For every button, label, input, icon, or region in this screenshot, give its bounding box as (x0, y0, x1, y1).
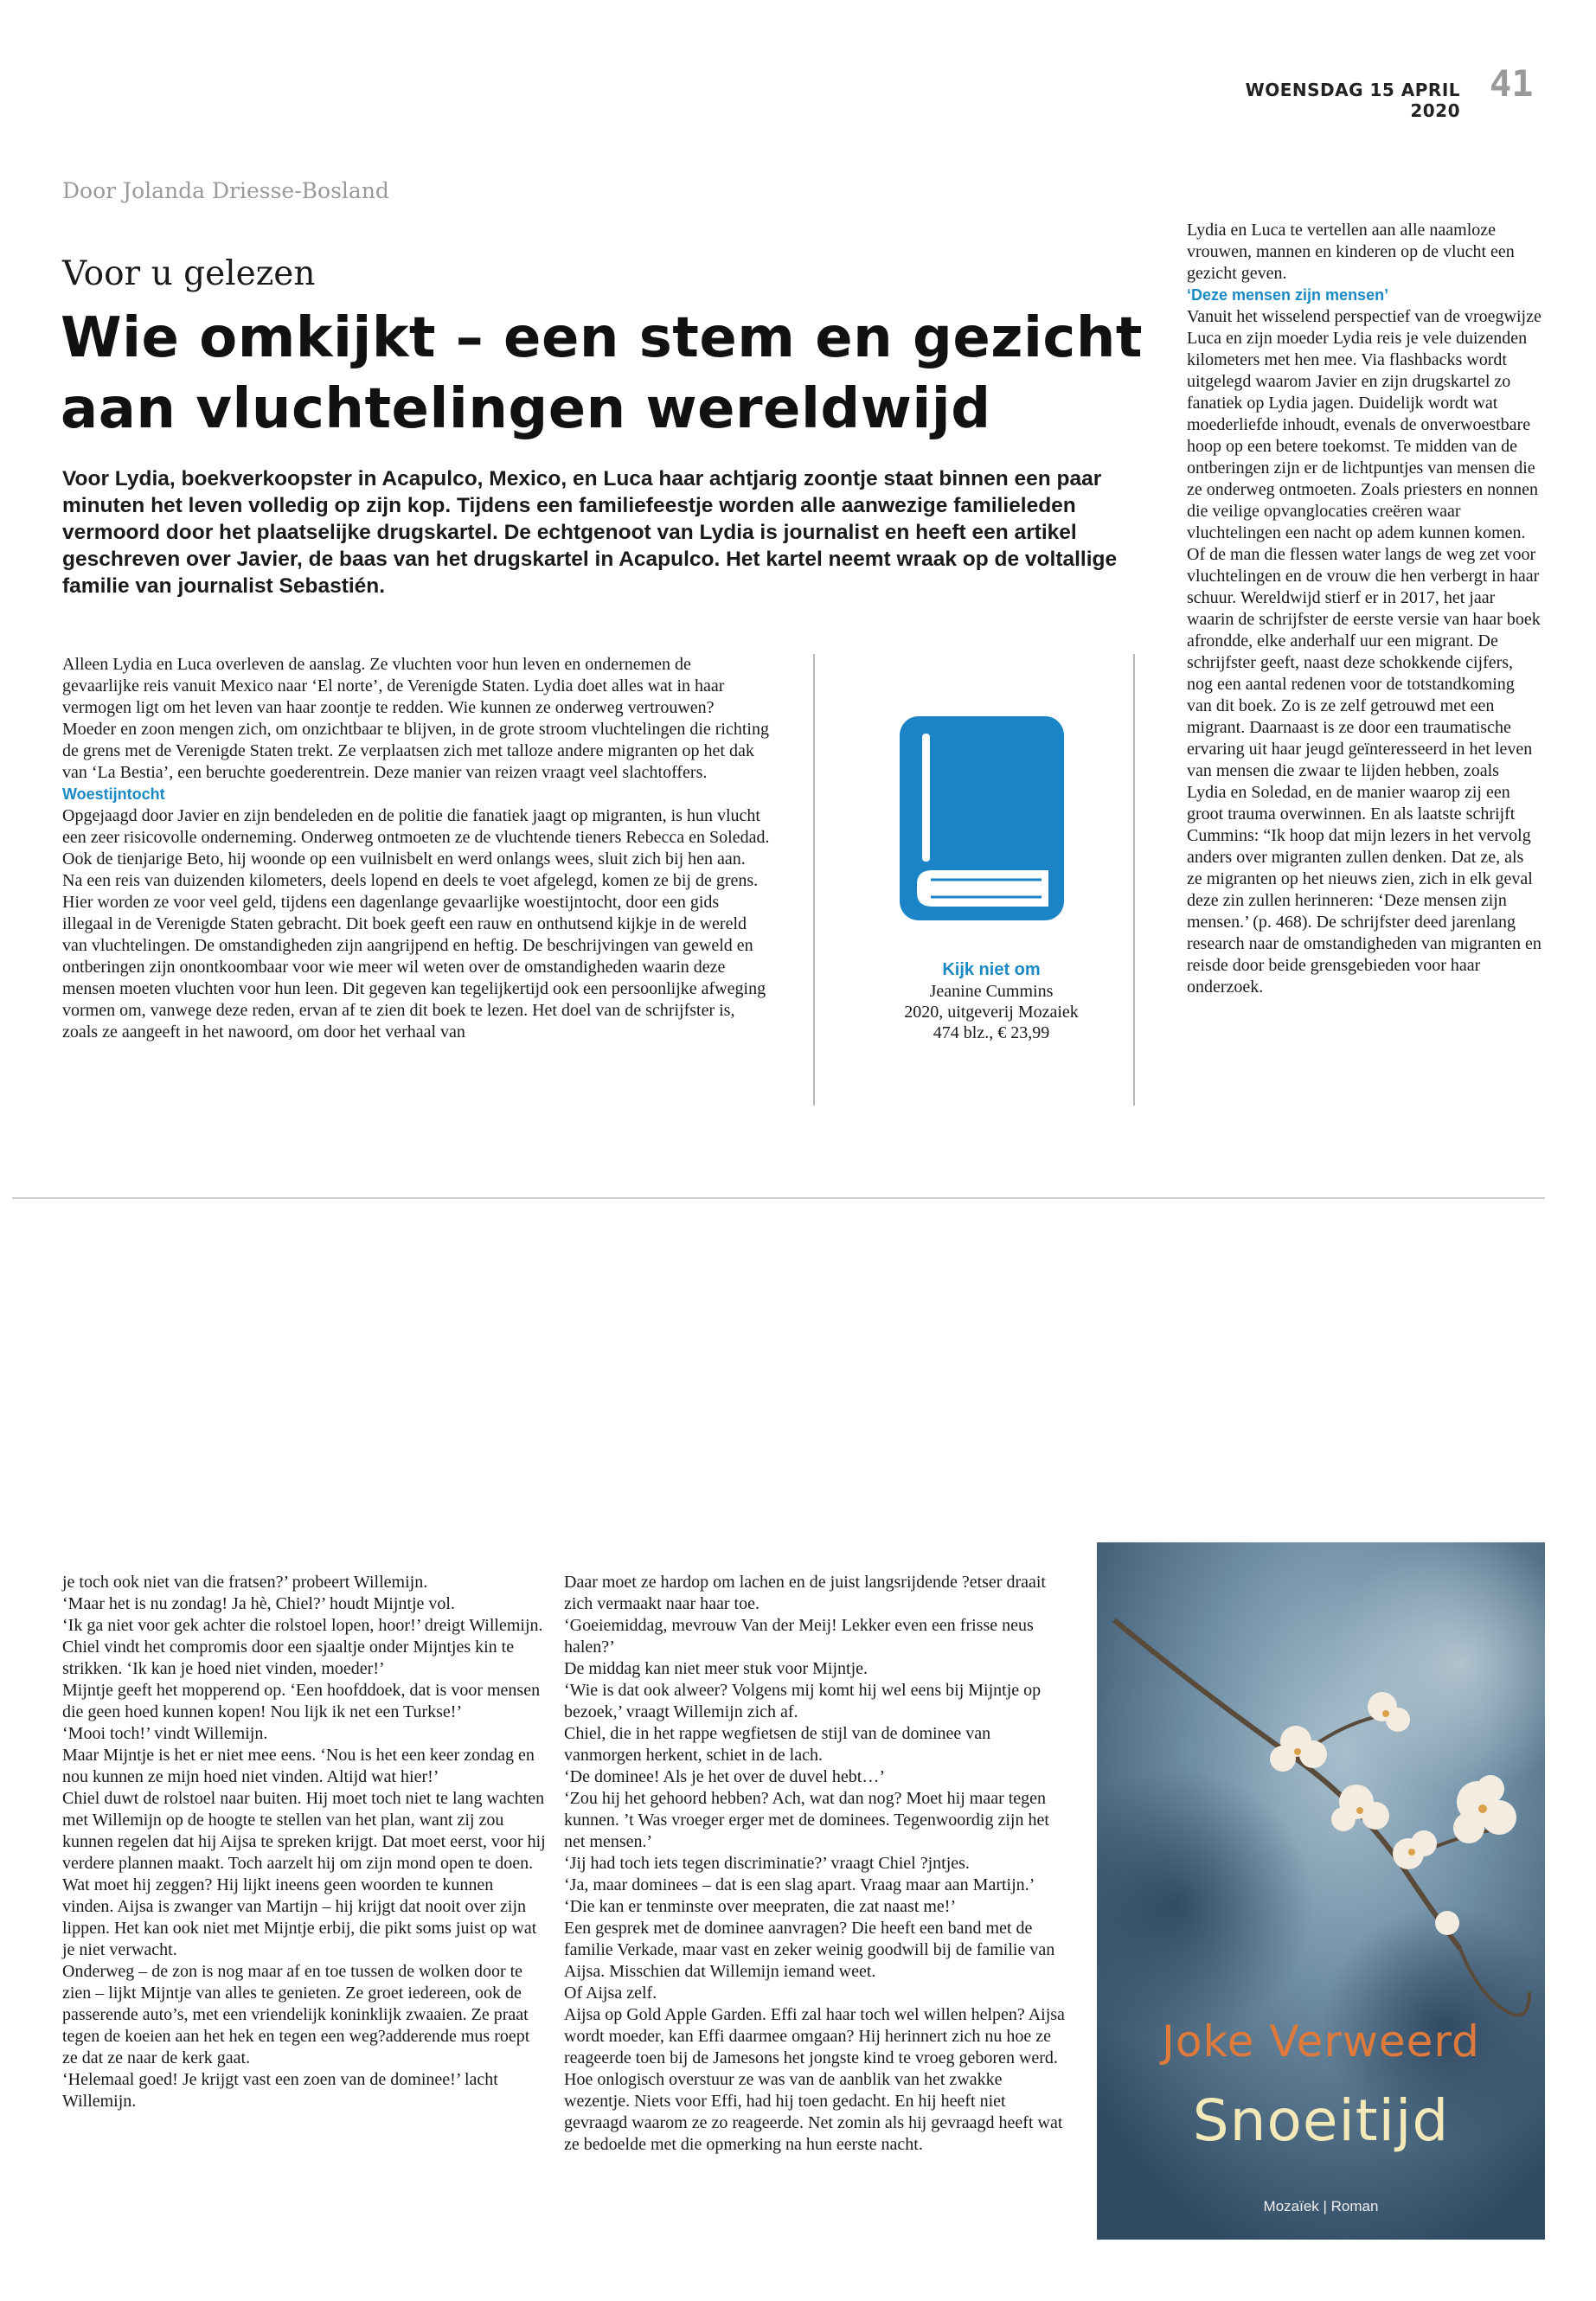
article-column-3 (1187, 220, 1542, 998)
book-publisher: 2020, uitgeverij Mozaiek (904, 1003, 1079, 1022)
book-author: Jeanine Cummins (929, 982, 1054, 1001)
book-price: 474 blz., € 23,99 (933, 1023, 1050, 1042)
paragraph: Opgejaagd door Javier en zijn bendeleden en de politie die fanatiek jaagt op migranten, is hun vlucht een zeer risicovolle onderneming. Onderweg ontmoeten ze de vluchtende tieners Rebecca en Soledad. Ook de tienjarige Beto, hij woonde op een vuilnisbelt en werd onlangs wees, sluit zich bij hen aan. Na een reis van duizenden kilometers, deels lopend en deels te voet afgelegd, komen ze bij de grens. Hier worden ze voor veel geld, tijdens een dagenlange gevaarlijke woestijntocht, door een gids illegaal in de Verenigde Staten gebracht. Dit boek geeft een rauw en onthutsend kijkje in de wereld van vluchtelingen. De omstandigheden zijn aangrijpend en heftig. De beschrijvingen van geweld en ontberingen zijn onontkoombaar voor wie meer wil weten over de omstandigheden waarin deze mensen moeten vluchten voor hun leen. Dit gegeven kan tegelijkertijd ook een persoonlijke afweging vormen om, vanwege deze reden, ervan af te zien dit boek te lezen. Het doel van de schrijfster is, zoals ze aangeeft in het nawoord, om door het verhaal van (62, 806, 770, 1042)
page-number: 41 (1490, 62, 1534, 105)
article-column-1 (62, 654, 770, 1043)
story-column-middle: Daar moet ze hardop om lachen en de juist langsrijdende ?etser draait zich vermaakt naar haar toe. ‘Goeiemiddag, mevrouw Van der Meij! Lekker even een frisse neus halen?’ De middag kan niet meer stuk voor Mijntje. ‘Wie is dat ook alweer? Volgens mij komt hij wel eens bij Mijntje op bezoek,’ vraagt Willemijn zich af. Chiel, die in het rappe wegfietsen de stijl van de dominee van vanmorgen herkent, schiet in de lach. ‘De dominee! Als je het over de duvel hebt…’ ‘Zou hij het gehoord hebben? Ach, wat dan nog? Moet hij maar tegen kunnen. ’t Was vroeger erger met de dominees. Tegenwoordig zijn het net mensen.’ ‘Jij had toch iets tegen discriminatie?’ vraagt Chiel ?jntjes. ‘Ja, maar dominees – dat is een slag apart. Vraag maar aan Martijn.’ ‘Die kan er tenminste over meepraten, die zat naast me!’ Een gesprek met de dominee aanvragen? Die heeft een band met de familie Verkade, maar vast en zeker weinig goodwill bij de familie van Aijsa. Misschien dat Willemijn iemand weet. Of Aijsa zelf. Aijsa op Gold Apple Garden. Effi zal haar toch wel willen helpen? Aijsa wordt moeder, kan Effi daarmee omgaan? Hij herinnert zich nu hoe ze reageerde toen bij de Jamesons het jongste kind te vroeg geboren werd. Hoe onlogisch overstuur ze was van de aanblik van het zwakke wezentje. Niets voor Effi, had hij toen gedacht. En hij heeft niet gevraagd waarom ze zo reageerde. Net zomin als hij gevraagd heeft wat ze bedoelde met die opmerking na hun eerste nacht. (564, 1573, 1065, 2154)
paragraph: Vanuit het wisselend perspectief van de vroegwijze Luca en zijn moeder Lydia reis je vele duizenden kilometers met hen mee. Via flashbacks wordt uitgelegd waarom Javier en zijn drugskartel zo fanatiek op Lydia jagen. Duidelijk wordt wat moederliefde inhoudt, evenals de onverwoestbare hoop op een betere toekomst. Te midden van de ontberingen zijn er de lichtpuntjes van mensen die ze onderweg ontmoeten. Zoals priesters en nonnen die veilige opvanglocaties creëren waar vluchtelingen een nacht op adem kunnen komen. Of de man die flessen water langs de weg zet voor vluchtelingen en de vrouw die hen verbergt in haar schuur. Wereldwijd stierf er in 2017, het jaar waarin de schrijfster de eerste versie van haar boek afrondde, elke anderhalf uur een migrant. De schrijfster geeft, naast deze schokkende cijfers, nog een aantal redenen voor de totstandkoming van dit boek. Zo is ze zelf getrouwd met een migrant. Daarnaast is ze door een traumatische ervaring uit haar jeugd geïnteresseerd in het leven van mensen die zwaar te lijden hebben, zoals Lydia en Soledad, en de manier waarop zij een groot trauma overwinnen. En als laatste schrijft Cummins: “Ik hoop dat mijn lezers in het vervolg anders over migranten zullen denken. Dat ze, als ze migranten op het nieuws zien, zich in elk geval deze zin zullen herinneren: ‘Deze mensen zijn mensen.’ (p. 468). De schrijfster deed jarenlang research naar de omstandigheden van migranten en reisde door beide grensgebieden voor haar onderzoek. (1187, 307, 1542, 997)
subheading-deze-mensen: ‘Deze mensen zijn mensen’ (1187, 286, 1389, 304)
headline-line-1: Wie omkijkt – een stem en gezicht (61, 306, 1143, 370)
cover-author: Joke Verweerd (1162, 2016, 1480, 2067)
issue-date: WOENSDAG 15 APRIL 2020 (1245, 80, 1460, 121)
paragraph: Lydia en Luca te vertellen aan alle naamloze vrouwen, mannen en kinderen op de vlucht een gezicht geven. (1187, 221, 1515, 283)
byline: Door Jolanda Driesse-Bosland (62, 178, 389, 203)
article-lede: Voor Lydia, boekverkoopster in Acapulco, Mexico, en Luca haar achtjarig zoontje staat binnen een paar minuten het leven volledig op zijn kop. Tijdens een familiefeestje worden alle aanwezige familieleden vermoord door het plaatselijke drugskartel. De echtgenoot van Lydia is journalist en heeft een artikel geschreven over Javier, de baas van het drugskartel in Acapulco. Het kartel neemt wraak op de voltallige familie van journalist Sebastién. (62, 467, 1118, 598)
book-cover-image (1097, 1542, 1545, 2240)
cover-imprint: Mozaïek | Roman (1263, 2198, 1379, 2214)
column-divider (813, 654, 815, 1106)
subheading-woestijntocht: Woestijntocht (62, 785, 165, 803)
headline-line-2: aan vluchtelingen wereldwijd (61, 377, 991, 441)
book-title: Kijk niet om (942, 960, 1041, 979)
book-icon (896, 715, 1067, 924)
book-info (836, 958, 1147, 1043)
story-column-left: je toch ook niet van die fratsen?’ probeert Willemijn. ‘Maar het is nu zondag! Ja hè, Chiel?’ houdt Mijntje vol. ‘Ik ga niet voor gek achter die rolstoel lopen, hoor!’ dreigt Willemijn. Chiel vindt het compromis door een sjaaltje onder Mijntjes kin te strikken. ‘Ik kan je hoed niet vinden, moeder!’ Mijntje geeft het mopperend op. ‘Een hoofddoek, dat is voor mensen die geen hoed kunnen kopen! Nou lijk ik net een Turkse!’ ‘Mooi toch!’ vindt Willemijn. Maar Mijntje is het er niet mee eens. ‘Nou is het een keer zondag en nou kunnen ze mijn hoed niet vinden. Altijd wat hier!’ Chiel duwt de rolstoel naar buiten. Hij moet toch niet te lang wachten met Willemijn op de hoogte te stellen van het plan, want zij zou kunnen regelen dat hij Aijsa te spreken krijgt. Dat moet eerst, voor hij verdere plannen maakt. Toch aarzelt hij om zijn mond open te doen. Wat moet hij zeggen? Hij lijkt ineens geen woorden te kunnen vinden. Aijsa is zwanger van Martijn – hij krijgt dat nooit over zijn lippen. Het kan ook niet met Mijntje erbij, die pikt soms juist op wat je niet verwacht. Onderweg – de zon is nog maar af en toe tussen de wolken door te zien – lijkt Mijntje van alles te genieten. Ze groet iedereen, ook de passerende auto’s, met een vriendelijk koninklijk zwaaien. Ze praat tegen de koeien aan het hek en tegen een weg?adderende mus roept ze dat ze naar de kerk gaat. ‘Helemaal goed! Je krijgt vast een zoen van de dominee!’ lacht Willemijn. (62, 1573, 546, 2111)
section-divider (12, 1197, 1545, 1199)
section-kicker: Voor u gelezen (62, 254, 316, 293)
cover-title: Snoeitijd (1192, 2087, 1450, 2154)
paragraph: Alleen Lydia en Luca overleven de aanslag. Ze vluchten voor hun leven en ondernemen de gevaarlijke reis vanuit Mexico naar ‘El norte’, de Verenigde Staten. Lydia doet alles wat in haar vermogen ligt om het leven van haar zoontje te redden. Wie kunnen ze onderweg vertrouwen? Moeder en zoon mengen zich, om onzichtbaar te blijven, in de grote stroom vluchtelingen die richting de grens met de Verenigde Staten trekt. Ze verplaatsen zich met talloze andere migranten op het dak van ‘La Bestia’, een beruchte goederentrein. Deze manier van reizen vraagt veel slachtoffers. (62, 655, 769, 782)
article-headline (61, 303, 1151, 445)
